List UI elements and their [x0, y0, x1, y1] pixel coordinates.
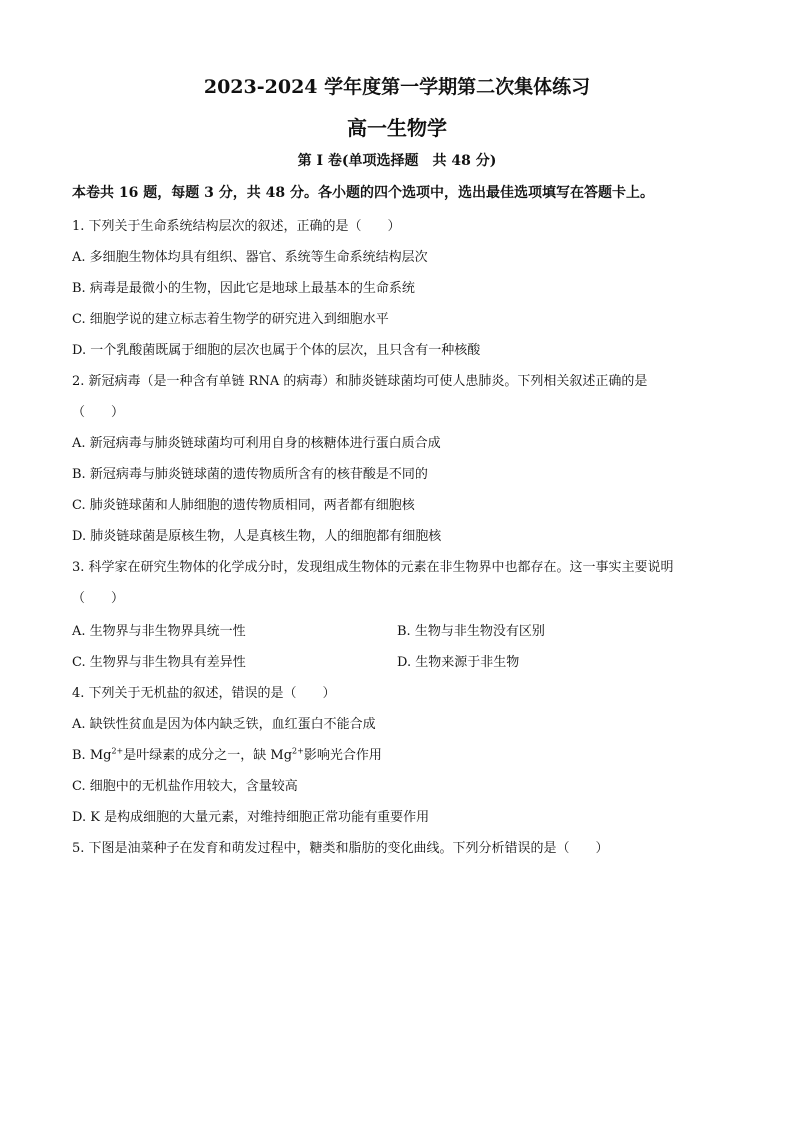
question-4-stem: 4. 下列关于无机盐的叙述，错误的是（ ）: [72, 686, 336, 701]
question-3-option-b: B. 生物与非生物没有区别: [397, 624, 545, 639]
question-3-option-a: A. 生物界与非生物界具统一性: [72, 624, 246, 639]
subject-title: 高一生物学: [347, 116, 447, 140]
question-2-stem: 2. 新冠病毒（是一种含有单链 RNA 的病毒）和肺炎链球菌均可使人患肺炎。下列相关叙述正确的是: [72, 374, 648, 389]
question-2-option-a: A. 新冠病毒与肺炎链球菌均可利用自身的核糖体进行蛋白质合成: [72, 436, 441, 451]
question-5-stem: 5. 下图是油菜种子在发育和萌发过程中，糖类和脂肪的变化曲线。下列分析错误的是（ ）: [72, 841, 609, 856]
question-3-stem-cont: （ ）: [72, 591, 125, 606]
option-b-part-2: 是叶绿素的成分之一，缺 Mg: [123, 748, 293, 763]
question-3-option-d: D. 生物来源于非生物: [397, 655, 520, 670]
question-2-option-b: B. 新冠病毒与肺炎链球菌的遗传物质所含有的核苷酸是不同的: [72, 467, 428, 482]
question-4-option-b: [72, 744, 382, 763]
question-3-stem: 3. 科学家在研究生物体的化学成分时，发现组成生物体的元素在非生物界中也都存在。这一事实主要说明: [72, 560, 674, 575]
option-b-part-1: B. Mg: [72, 748, 112, 763]
section-title: 第 I 卷(单项选择题 共 48 分): [297, 153, 497, 169]
option-b-part-3: 影响光合作用: [303, 748, 382, 763]
question-4-option-d: D. K 是构成细胞的大量元素，对维持细胞正常功能有重要作用: [72, 810, 430, 825]
question-2-stem-cont: （ ）: [72, 405, 125, 420]
question-2-option-c: C. 肺炎链球菌和人肺细胞的遗传物质相同，两者都有细胞核: [72, 498, 415, 513]
question-2-option-d: D. 肺炎链球菌是原核生物，人是真核生物，人的细胞都有细胞核: [72, 529, 442, 544]
exam-title: 2023-2024 学年度第一学期第二次集体练习: [203, 76, 591, 98]
question-1-option-b: B. 病毒是最微小的生物，因此它是地球上最基本的生命系统: [72, 281, 415, 296]
question-4-option-a: A. 缺铁性贫血是因为体内缺乏铁，血红蛋白不能合成: [72, 717, 376, 732]
question-1-option-c: C. 细胞学说的建立标志着生物学的研究进入到细胞水平: [72, 312, 389, 327]
question-1-option-d: D. 一个乳酸菌既属于细胞的层次也属于个体的层次，且只含有一种核酸: [72, 343, 481, 358]
question-4-option-c: C. 细胞中的无机盐作用较大，含量较高: [72, 779, 298, 794]
option-b-superscript-2: 2+: [292, 746, 304, 756]
option-b-superscript-1: 2+: [111, 746, 124, 756]
instructions: 本卷共 16 题，每题 3 分，共 48 分。各小题的四个选项中，选出最佳选项填写在答题卡上。: [72, 185, 654, 201]
question-1-option-a: A. 多细胞生物体均具有组织、器官、系统等生命系统结构层次: [72, 250, 428, 265]
question-3-option-c: C. 生物界与非生物具有差异性: [72, 655, 246, 670]
question-1-stem: 1. 下列关于生命系统结构层次的叙述，正确的是（ ）: [72, 219, 401, 234]
